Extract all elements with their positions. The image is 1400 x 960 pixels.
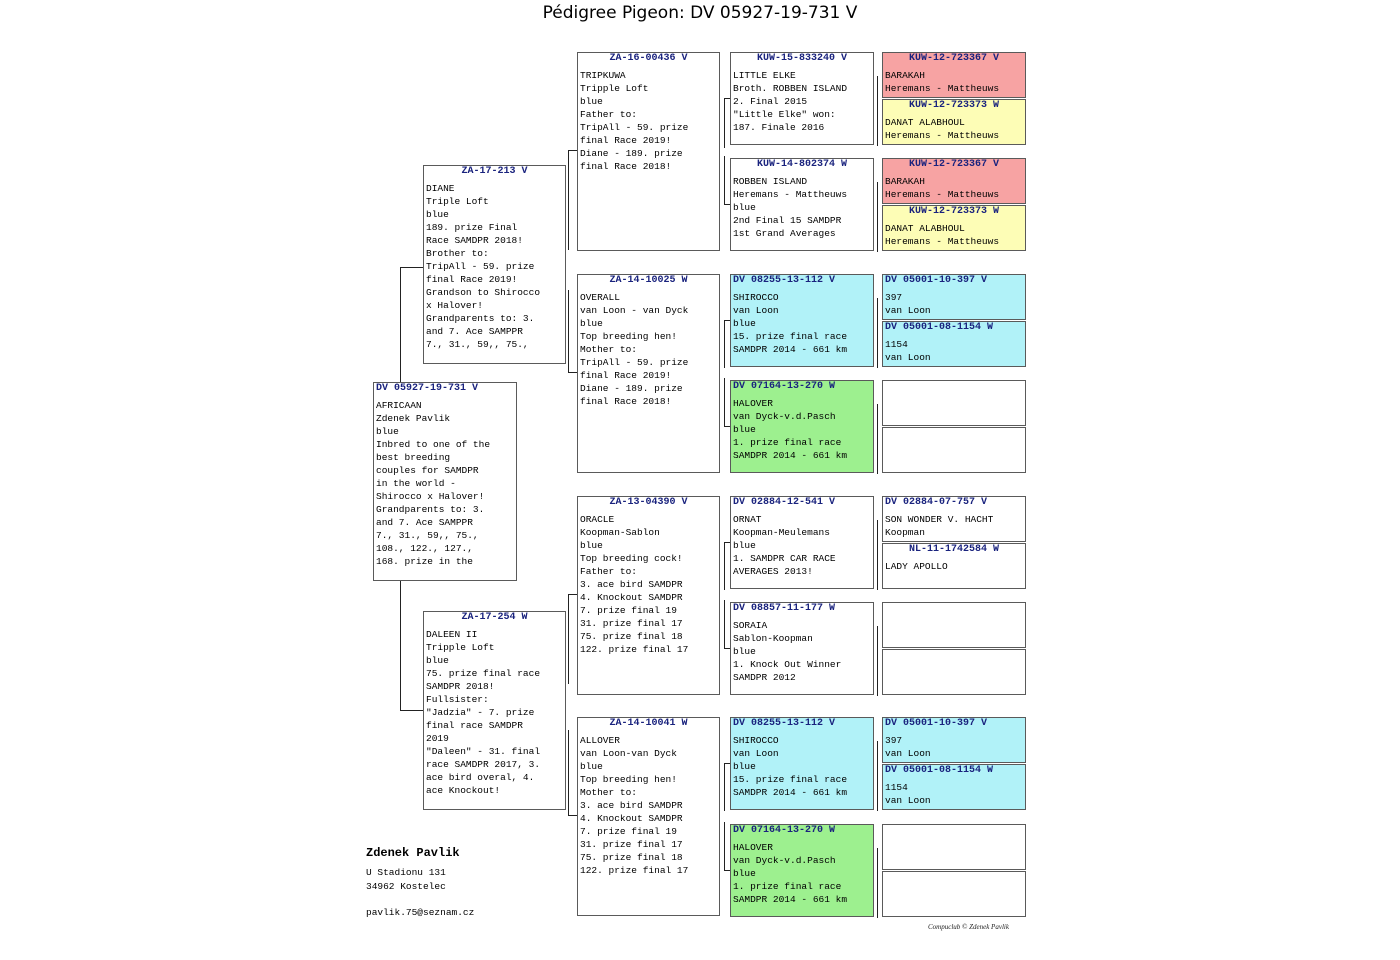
pigeon-card-g5-empty[interactable] [882,824,1026,870]
pigeon-details [883,603,1025,607]
pigeon-details [883,825,1025,829]
ring-number: KUW-15-833240 V [756,53,847,64]
pigeon-card-g5[interactable] [882,321,1026,367]
pigeon-card-subject[interactable] [373,382,517,581]
pigeon-card-sire-dam[interactable] [577,274,720,473]
connector-line [568,594,569,684]
pigeon-card-g5[interactable] [882,274,1026,320]
connector-line [400,710,424,711]
ring-number: ZA-17-254 W [461,612,528,623]
pigeon-details: SHIROCCO van Loon blue 15. prize final race SAMDPR 2014 - 661 km [733,735,848,798]
pigeon-details: BARAKAH Heremans - Mattheuws [885,70,1000,94]
pigeon-card-g5[interactable] [882,717,1026,763]
pigeon-details: DIANE Triple Loft blue 189. prize Final Race SAMDPR 2018! Brother to: TripAll - 59. prize final Race 2019! Grandson to Shirocco x Halover! Grandparents to: 3. and 7. Ace SAMPPR 7., 31., 59,, 75., [426,183,541,350]
pigeon-details: OVERALL van Loon - van Dyck blue Top breeding hen! Mother to: TripAll - 59. prize final Race 2019! Diane - 189. prize final Race 2018! [580,292,689,407]
pigeon-card-g4[interactable] [730,717,874,810]
ring-number: ZA-13-04390 V [609,497,688,508]
page-title: Pédigree Pigeon: DV 05927-19-731 V [542,3,858,23]
pigeon-card-g5[interactable] [882,52,1026,98]
connector-line [400,267,424,268]
connector-line [724,156,725,204]
connector-line [877,298,878,368]
pigeon-card-g4[interactable] [730,602,874,695]
ring-number: KUW-12-723373 W [908,100,999,111]
ring-number: DV 02884-07-757 V [885,497,988,508]
connector-line [724,763,725,811]
connector-line [568,150,569,250]
pigeon-card-g4[interactable] [730,158,874,251]
pigeon-card-g5-empty[interactable] [882,649,1026,695]
pigeon-card-dam[interactable] [423,611,566,810]
pigeon-details [883,872,1025,876]
pigeon-details: 1154 van Loon [885,782,931,806]
ring-number: KUW-12-723367 V [908,53,999,64]
connector-line [568,594,577,595]
ring-number: DV 05001-10-397 V [885,275,988,286]
ring-number: DV 08255-13-112 V [733,718,836,729]
ring-number: NL-11-1742584 W [908,544,999,555]
pigeon-details: DALEEN II Tripple Loft blue 75. prize final race SAMDPR 2018! Fullsister: "Jadzia" - 7. prize final race SAMDPR 2019 "Daleen" - 31. final race SAMDPR 2017, 3. ace bird overal, 4. ace Knockout! [426,629,541,796]
pigeon-card-dam-dam[interactable] [577,717,720,916]
connector-line [877,520,878,590]
pigeon-details: HALOVER van Dyck-v.d.Pasch blue 1. prize final race SAMDPR 2014 - 661 km [733,842,848,905]
pigeon-card-g5[interactable] [882,764,1026,810]
connector-line [568,730,569,815]
connector-line [724,320,725,368]
pigeon-card-g4[interactable] [730,496,874,589]
ring-number: ZA-14-10025 W [609,275,688,286]
pigeon-card-sire-sire[interactable] [577,52,720,251]
pigeon-card-sire[interactable] [423,165,566,364]
pigeon-details [883,650,1025,654]
breeder-email[interactable]: pavlik.75@seznam.cz [366,907,475,918]
connector-line [568,372,577,373]
pigeon-details: 397 van Loon [885,735,931,759]
breeder-street: U Stadionu 131 [366,867,446,878]
pigeon-card-g5-empty[interactable] [882,427,1026,473]
pigeon-details: SHIROCCO van Loon blue 15. prize final race SAMDPR 2014 - 661 km [733,292,848,355]
pigeon-details: BARAKAH Heremans - Mattheuws [885,176,1000,200]
pigeon-card-g5[interactable] [882,99,1026,145]
pigeon-card-g5-empty[interactable] [882,871,1026,917]
pigeon-card-dam-sire[interactable] [577,496,720,695]
connector-line [877,848,878,918]
pigeon-details: LITTLE ELKE Broth. ROBBEN ISLAND 2. Final 2015 "Little Elke" won: 187. Finale 2016 [733,70,848,133]
pigeon-details: LADY APOLLO [885,561,948,572]
pigeon-details: DANAT ALABHOUL Heremans - Mattheuws [885,117,1000,141]
pigeon-details: TRIPKUWA Tripple Loft blue Father to: TripAll - 59. prize final Race 2019! Diane - 189. prize final Race 2018! [580,70,689,172]
ring-number: DV 08857-11-177 W [733,603,836,614]
pigeon-card-g4[interactable] [730,274,874,367]
connector-line [724,378,725,426]
ring-number: DV 07164-13-270 W [733,825,836,836]
pigeon-card-g4[interactable] [730,52,874,145]
connector-line [724,542,725,590]
pigeon-details [883,428,1025,432]
pigeon-details: 1154 van Loon [885,339,931,363]
connector-line [400,267,401,385]
software-credit: Compuclub © Zdenek Pavlik [928,923,1009,931]
connector-line [877,741,878,811]
ring-number: DV 08255-13-112 V [733,275,836,286]
ring-number: DV 05001-08-1154 W [885,765,994,776]
ring-number: ZA-16-00436 V [609,53,688,64]
pigeon-card-g4[interactable] [730,824,874,917]
breeder-name: Zdenek Pavlik [366,846,460,860]
connector-line [400,580,401,710]
pigeon-details: SON WONDER V. HACHT Koopman [885,514,994,538]
ring-number: DV 05001-10-397 V [885,718,988,729]
pigeon-card-g5-empty[interactable] [882,602,1026,648]
connector-line [877,76,878,146]
pigeon-card-g5[interactable] [882,158,1026,204]
pigeon-details: AFRICAAN Zdenek Pavlik blue Inbred to one of the best breeding couples for SAMDPR in the world - Shirocco x Halover! Grandparents to: 3. and 7. Ace SAMPPR 7., 31., 59,, 75., 108., 122., 127., 168. prize in the [376,400,491,567]
connector-line [568,815,577,816]
ring-number: KUW-12-723373 W [908,206,999,217]
pigeon-card-g5[interactable] [882,205,1026,251]
pigeon-details: ALLOVER van Loon-van Dyck blue Top breeding hen! Mother to: 3. ace bird SAMDPR 4. Knockout SAMDPR 7. prize final 19 31. prize final 17 75. prize final 18 122. prize final 17 [580,735,689,876]
ring-number: ZA-17-213 V [461,166,528,177]
pigeon-details [883,381,1025,385]
breeder-info [366,846,474,920]
pigeon-details: DANAT ALABHOUL Heremans - Mattheuws [885,223,1000,247]
pigeon-card-g4[interactable] [730,380,874,473]
ring-number: DV 05927-19-731 V [376,383,479,394]
connector-line [877,626,878,696]
pigeon-card-g5[interactable] [882,543,1026,589]
ring-number: DV 07164-13-270 W [733,381,836,392]
connector-line [568,150,577,151]
ring-number: KUW-12-723367 V [908,159,999,170]
breeder-city: 34962 Kostelec [366,881,446,892]
ring-number: DV 05001-08-1154 W [885,322,994,333]
pigeon-card-g5[interactable] [882,496,1026,542]
pigeon-card-g5-empty[interactable] [882,380,1026,426]
connector-line [724,822,725,870]
connector-line [724,600,725,648]
ring-number: ZA-14-10041 W [609,718,688,729]
ring-number: DV 02884-12-541 V [733,497,836,508]
pigeon-details: 397 van Loon [885,292,931,316]
connector-line [877,182,878,252]
connector-line [724,98,725,148]
pigeon-details: ORNAT Koopman-Meulemans blue 1. SAMDPR CAR RACE AVERAGES 2013! [733,514,836,577]
connector-line [877,404,878,474]
pigeon-details: ORACLE Koopman-Sablon blue Top breeding cock! Father to: 3. ace bird SAMDPR 4. Knockout SAMDPR 7. prize final 19 31. prize final 17 75. prize final 18 122. prize final 17 [580,514,689,655]
pigeon-details: SORAIA Sablon-Koopman blue 1. Knock Out Winner SAMDPR 2012 [733,620,842,683]
pigeon-details: ROBBEN ISLAND Heremans - Mattheuws blue 2nd Final 15 SAMDPR 1st Grand Averages [733,176,848,239]
connector-line [568,290,569,372]
pigeon-details: HALOVER van Dyck-v.d.Pasch blue 1. prize final race SAMDPR 2014 - 661 km [733,398,848,461]
ring-number: KUW-14-802374 W [756,159,847,170]
